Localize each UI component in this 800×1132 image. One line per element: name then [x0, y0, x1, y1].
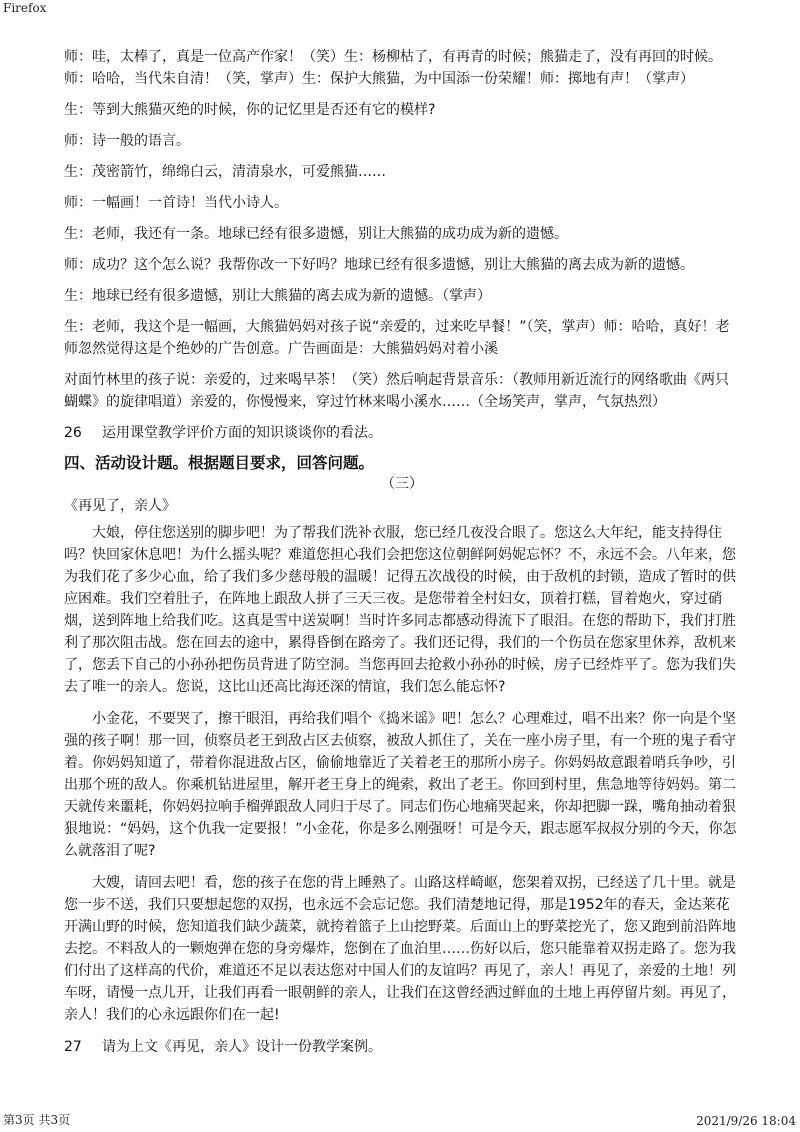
article-paragraph: 小金花，不要哭了，擦干眼泪，再给我们唱个《捣米谣》吧！怎么？心理难过，唱不出来？你一向是个坚强的孩子啊！那一回，侦察员老王到敌占区去侦察，被敌人抓住了，关在一座小房子里，有一个班的鬼子看守着。你妈妈知道了，带着你混进敌占区，偷偷地靠近了关着老王的那所小房子。你妈妈故意跟着哨兵争吵，引出那个班的敌人。你乘机钻进屋里，解开老王身上的绳索，救出了老王。你回到村里，焦急地等待妈妈。第二天就传来噩耗，你妈妈拉响手榴弹跟敌人同归于尽了。同志们伤心地痛哭起来，你却把脚一跺，嘴角抽动着狠狠地说：“妈妈，这个仇我一定要报！”小金花，你是多么刚强呀！可是今天，跟志愿军叔叔分别的今天，你怎么就落泪了呢? — [64, 711, 737, 859]
browser-title: Firefox — [3, 1, 47, 15]
dialogue-line: 师：一幅画！一首诗！当代小诗人。 — [64, 195, 288, 211]
question-text: 请为上文《再见，亲人》设计一份教学案例。 — [102, 1039, 382, 1055]
dialogue-line: 生：老师，我这个是一幅画，大熊猫妈妈对孩子说“亲爱的，过来吃早餐！”（笑，掌声）师：哈哈，真好！老师忽然觉得这是个绝妙的广告创意。广告画面是：大熊猫妈妈对着小溪 — [64, 319, 730, 357]
article-paragraph: 大嫂，请回去吧！看，您的孩子在您的背上睡熟了。山路这样崎岖，您架着双拐，已经送了几十里。就是您一步不送，我们只要想起您的双拐，也永远不会忘记您。我们清楚地记得，那是1952年的春天，金达莱花开满山野的时候，您知道我们缺少蔬菜，就挎着篮子上山挖野菜。后面山上的野菜挖光了，您又跑到前沿阵地去挖。不料敌人的一颗炮弹在您的身旁爆炸，您倒在了血泊里……伤好以后，您只能靠着双拐走路了。您为我们付出了这样高的代价，难道还不足以表达您对中国人们的友谊吗？再见了，亲人！再见了，亲爱的土地！列车呀，请慢一点儿开，让我们再看一眼朝鲜的亲人，让我们在这曾经洒过鲜血的土地上再停留片刻。再见了，亲人！我们的心永远跟你们在一起! — [64, 875, 736, 1023]
document-body — [64, 46, 740, 1066]
dialogue-line: 生：老师，我还有一条。地球已经有很多遗憾，别让大熊猫的成功成为新的遗憾。 — [64, 226, 568, 242]
dialogue-line: 师：成功？这个怎么说？我帮你改一下好吗？地球已经有很多遗憾，别让大熊猫的离去成为新的遗憾。 — [64, 257, 694, 273]
question-number: 27 — [64, 1039, 82, 1055]
dialogue-line: 生：等到大熊猫灭绝的时候，你的记忆里是否还有它的模样? — [64, 102, 436, 118]
question-number: 26 — [64, 425, 82, 441]
question-27 — [64, 1036, 740, 1058]
article-paragraph: 大娘，停住您送别的脚步吧！为了帮我们洗补衣服，您已经几夜没合眼了。您这么大年纪，能支持得住吗？快回家休息吧！为什么摇头呢？难道您担心我们会把您这位朝鲜阿妈妮忘怀？不，永远不会。八年来，您为我们花了多少心血，给了我们多少慈母般的温暖！记得五次战役的时候，由于敌机的封锁，造成了暂时的供应困难。我们空着肚子，在阵地上跟敌人拼了三天三夜。是您带着全村妇女，顶着打糕，冒着炮火，穿过硝烟，送到阵地上给我们吃。这真是雪中送炭啊！当时许多同志都感动得流下了眼泪。在您的帮助下，我们打胜利了那次阻击战。您在回去的途中，累得昏倒在路旁了。我们还记得，我们的一个伤员在您家里休养，敌机来了，您丢下自己的小孙孙把伤员背进了防空洞。当您再回去抢救小孙孙的时候，房子已经炸平了。您为我们失去了唯一的亲人。您说，这比山还高比海还深的情谊，我们怎么能忘怀? — [64, 525, 736, 695]
dialogue-line: 生：地球已经有很多遗憾，别让大熊猫的离去成为新的遗憾。（掌声） — [64, 288, 491, 304]
dialogue-line: 对面竹林里的孩子说：亲爱的，过来喝早茶！（笑）然后响起背景音乐：（教师用新近流行的网络歌曲《两只蝴蝶》的旋律唱道）亲爱的，你慢慢来，穿过竹林来喝小溪水……（全场笑声，掌声，气氛热烈） — [64, 372, 729, 410]
article-title: 《再见了，亲人》 — [64, 498, 176, 514]
question-26 — [64, 422, 740, 444]
question-text: 运用课堂教学评价方面的知识谈谈你的看法。 — [102, 425, 382, 441]
dialogue-line: 师：哇，太棒了，真是一位高产作家！（笑）生：杨柳枯了，有再青的时候；熊猫走了，没有再回的时候。 师：哈哈，当代朱自清！（笑，掌声）生：保护大熊猫，为中国添一份荣耀！师：掷地有声！（掌声） — [64, 49, 722, 87]
dialogue-line: 生：茂密箭竹，绵绵白云，清清泉水，可爱熊猫…… — [64, 164, 386, 180]
page-counter: 第3页 共3页 — [3, 1113, 71, 1127]
section-subheading: （三） — [381, 476, 423, 492]
section-heading: 四、活动设计题。根据题目要求，回答问题。 — [64, 454, 375, 472]
dialogue-line: 师：诗一般的语言。 — [64, 133, 190, 149]
print-datetime: 2021/9/26 18:04 — [696, 1114, 796, 1128]
